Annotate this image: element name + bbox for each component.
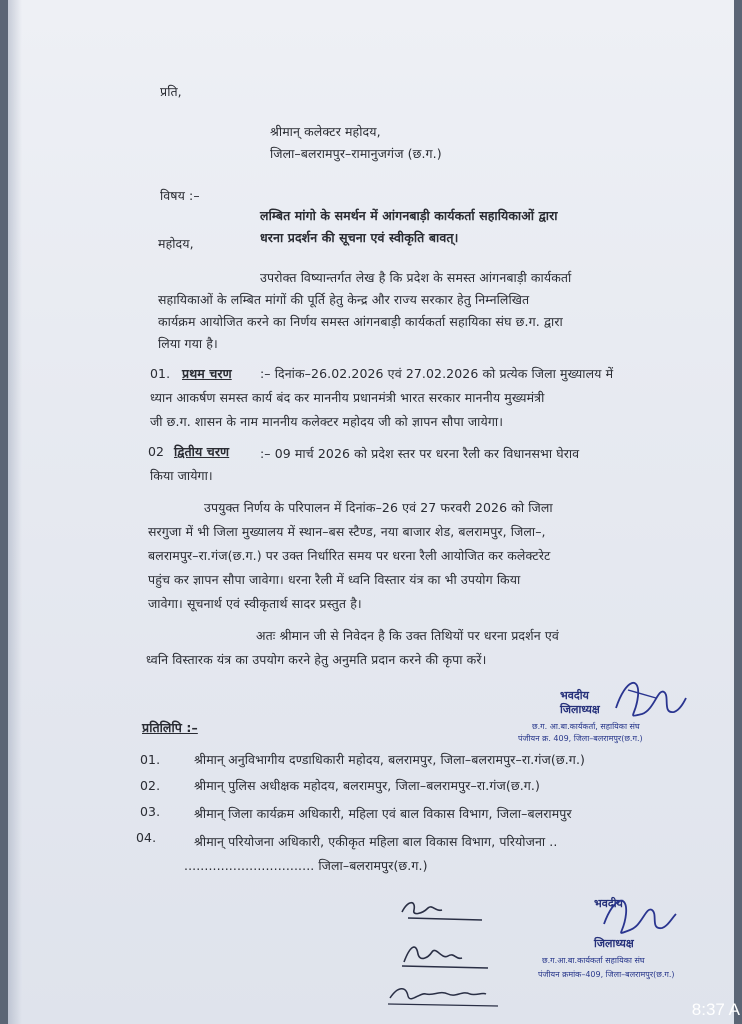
copy-text-4: श्रीमान् परियोजना अधिकारी, एकीकृत महिला बाल विकास विभाग, परियोजना .. bbox=[194, 834, 558, 849]
stamp1-line-1: छ.ग. आ.बा.कार्यकर्ता, सहायिका संघ bbox=[532, 722, 640, 731]
stamp2-line-2: पंजीयन क्रमांक–409, जिला–बलरामपुर(छ.ग.) bbox=[538, 970, 675, 979]
subject-label: विषय :– bbox=[160, 188, 200, 203]
para1-line-4: लिया गया है। bbox=[158, 336, 218, 351]
addressee-line-2: जिला–बलरामपुर–रामानुजगंज (छ.ग.) bbox=[270, 146, 442, 161]
para2-line-2: सरगुजा में भी जिला मुख्यालय में स्थान–बस स्टैण्ड, नया बाजार शेड, बलरामपुर, जिला–, bbox=[148, 524, 546, 539]
para3-line-1: अतः श्रीमान जी से निवेदन है कि उक्त तिथियों पर धरना प्रदर्शन एवं bbox=[256, 628, 559, 643]
sign-label-1: भवदीय bbox=[560, 689, 589, 702]
addressee-line-1: श्रीमान् कलेक्टर महोदय, bbox=[270, 124, 381, 139]
phase1-line-1: :– दिनांक–26.02.2026 एवं 27.02.2026 को प्रत्येक जिला मुख्यालय में bbox=[260, 366, 614, 381]
prati-label: प्रति, bbox=[160, 84, 182, 99]
para1-line-3: कार्यक्रम आयोजित करने का निर्णय समस्त आंगनबाड़ी कार्यकर्ता सहायिका संघ छ.ग. द्वारा bbox=[158, 314, 563, 329]
phase1-label: प्रथम चरण bbox=[182, 366, 232, 381]
subject-line-1: लम्बित मांगो के समर्थन में आंगनबाड़ी कार्यकर्ता सहायिकाओं द्वारा bbox=[260, 208, 558, 223]
copy-text-2: श्रीमान् पुलिस अधीक्षक महोदय, बलरामपुर, जिला–बलरामपुर–रा.गंज(छ.ग.) bbox=[194, 778, 540, 793]
para1-line-1: उपरोक्त विष्यान्तर्गत लेख है कि प्रदेश के समस्त आंगनबाड़ी कार्यकर्ता bbox=[260, 270, 572, 285]
copy-number-1: 01. bbox=[140, 752, 161, 767]
para2-line-1: उपयुक्त निर्णय के परिपालन में दिनांक–26 एवं 27 फरवरी 2026 को जिला bbox=[204, 500, 553, 515]
letter-page bbox=[8, 0, 734, 1024]
signature-1-image bbox=[608, 668, 688, 728]
phase2-number: 02 bbox=[148, 444, 165, 459]
phase2-line-1: :– 09 मार्च 2026 को प्रदेश स्तर पर धरना रैली कर विधानसभा घेराव bbox=[260, 446, 580, 461]
signature-2-image bbox=[398, 896, 488, 922]
copy-label: प्रतिलिपि :– bbox=[142, 720, 198, 735]
phase2-label: द्वितीय चरण bbox=[174, 444, 230, 459]
phase1-number: 01. bbox=[150, 366, 171, 381]
phase1-line-3: जी छ.ग. शासन के नाम माननीय कलेक्टर महोदय जी को ज्ञापन सौपा जायेगा। bbox=[150, 414, 504, 429]
para2-line-4: पहुंच कर ज्ञापन सौपा जावेगा। धरना रैली में ध्वनि विस्तार यंत्र का भी उपयोग किया bbox=[148, 572, 521, 587]
sign-label-2: भवदीय bbox=[594, 897, 623, 910]
stamp2-title: जिलाध्यक्ष bbox=[594, 937, 634, 950]
para3-line-2: ध्वनि विस्तारक यंत्र का उपयोग करने हेतु अनुमति प्रदान करने की कृपा करें। bbox=[146, 652, 487, 667]
stamp1-title: जिलाध्यक्ष bbox=[560, 703, 600, 716]
signature-5-image bbox=[598, 888, 678, 942]
subject-line-2: धरना प्रदर्शन की सूचना एवं स्वीकृति बावत्। bbox=[260, 230, 459, 245]
para1-line-2: सहायिकाओं के लम्बित मांगों की पूर्ति हेतु केन्द्र और राज्य सरकार हेतु निम्नलिखित bbox=[158, 292, 530, 307]
status-bar-time: 8:37 A bbox=[691, 1000, 740, 1019]
copy-number-4: 04. bbox=[136, 830, 157, 845]
stamp2-line-1: छ.ग.आ.बा.कार्यकर्ता सहायिका संघ bbox=[542, 956, 645, 965]
salutation: महोदय, bbox=[158, 236, 194, 251]
copy-number-2: 02. bbox=[140, 778, 161, 793]
para2-line-5: जावेगा। सूचनार्थ एवं स्वीकृतार्थ सादर प्रस्तुत है। bbox=[148, 596, 362, 611]
copy-text-1: श्रीमान् अनुविभागीय दण्डाधिकारी महोदय, बलरामपुर, जिला–बलरामपुर–रा.गंज(छ.ग.) bbox=[194, 752, 585, 767]
para2-line-3: बलरामपुर–रा.गंज(छ.ग.) पर उक्त निर्धारित समय पर धरना रैली आयोजित कर कलेक्टरेट bbox=[148, 548, 551, 563]
signature-4-image bbox=[386, 980, 502, 1010]
copy-number-3: 03. bbox=[140, 804, 161, 819]
copy-text-3: श्रीमान् जिला कार्यक्रम अधिकारी, महिला एवं बाल विकास विभाग, जिला–बलरामपुर bbox=[194, 806, 572, 821]
copy-text-4-cont: ................................ जिला–बलरामपुर(छ.ग.) bbox=[184, 858, 428, 873]
phase2-line-2: किया जायेगा। bbox=[150, 468, 213, 483]
signature-3-image bbox=[398, 938, 494, 972]
stamp1-line-2: पंजीयन क्र. 409, जिला–बलरामपुर(छ.ग.) bbox=[518, 734, 643, 743]
phase1-line-2: ध्यान आकर्षण समस्त कार्य बंद कर माननीय प्रधानमंत्री भारत सरकार माननीय मुख्यमंत्री bbox=[150, 390, 545, 405]
